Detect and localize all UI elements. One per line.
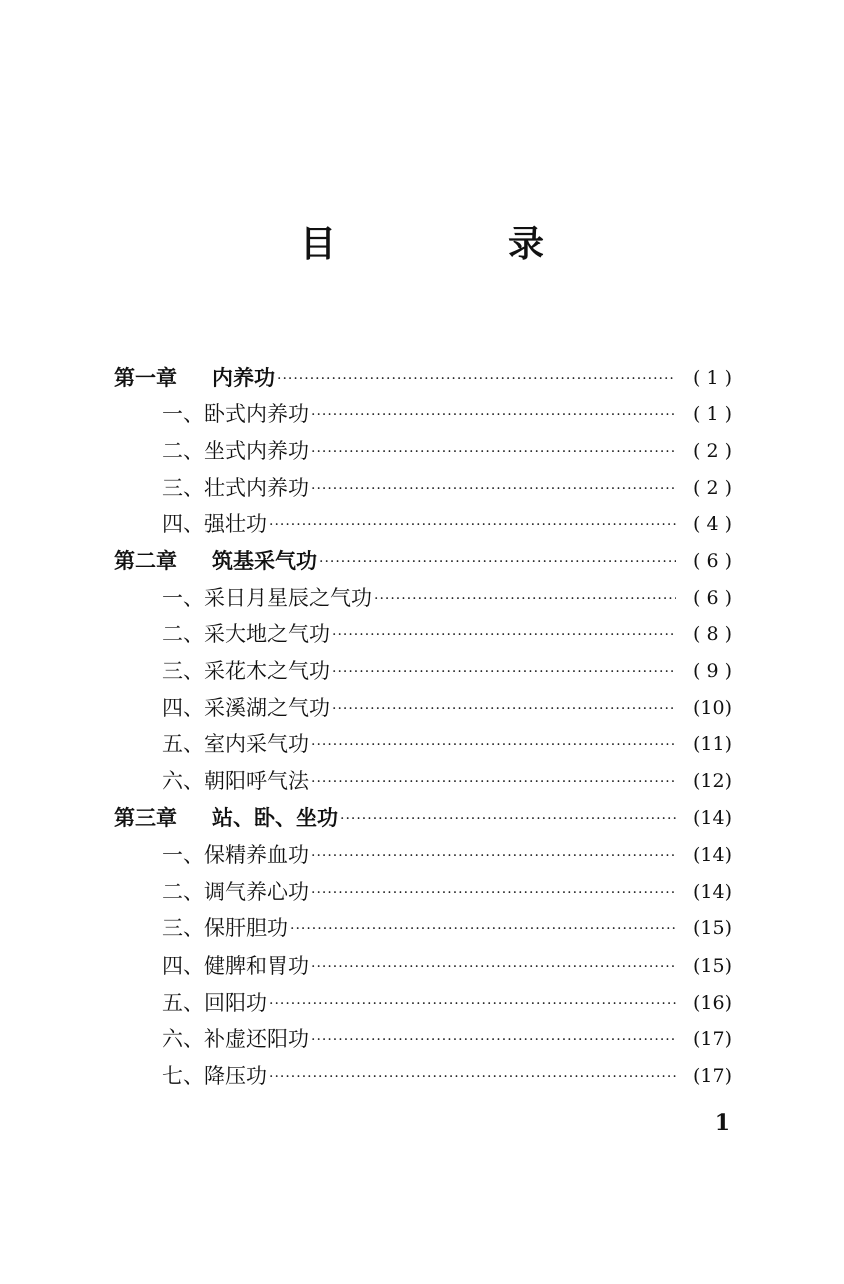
page-ref: (14) — [692, 807, 732, 829]
page-ref: ( 2 ) — [693, 440, 732, 462]
toc-chapter-2[interactable] — [114, 543, 732, 579]
dot-leader — [311, 837, 676, 873]
toc-section[interactable] — [162, 948, 732, 984]
dot-leader — [311, 1021, 676, 1057]
page-ref: ( 9 ) — [693, 660, 732, 682]
section-title: 三、采花木之气功 — [162, 659, 330, 683]
toc-section[interactable] — [162, 616, 732, 652]
page-ref: ( 8 ) — [693, 623, 732, 645]
toc-section[interactable] — [162, 763, 732, 799]
page-ref: (16) — [692, 992, 732, 1014]
section-title: 四、强壮功 — [162, 512, 267, 536]
page-ref: (14) — [692, 844, 732, 866]
dot-leader — [269, 506, 676, 542]
dot-leader — [332, 690, 676, 726]
section-title: 一、采日月星辰之气功 — [162, 586, 372, 610]
page-ref: ( 1 ) — [693, 367, 732, 389]
dot-leader — [311, 763, 676, 799]
section-title: 五、室内采气功 — [162, 732, 309, 756]
section-title: 三、壮式内养功 — [162, 476, 309, 500]
section-title: 二、坐式内养功 — [162, 439, 309, 463]
toc-section[interactable] — [162, 1021, 732, 1057]
section-title: 四、健脾和胃功 — [162, 954, 309, 978]
section-title: 一、卧式内养功 — [162, 402, 309, 426]
dot-leader — [269, 985, 676, 1021]
dot-leader — [311, 470, 676, 506]
toc-section[interactable] — [162, 470, 732, 506]
section-title: 一、保精养血功 — [162, 843, 309, 867]
toc-section[interactable] — [162, 1058, 732, 1094]
dot-leader — [319, 543, 676, 579]
section-title: 四、采溪湖之气功 — [162, 696, 330, 720]
page-ref: ( 1 ) — [693, 403, 732, 425]
page-number: 1 — [714, 1110, 730, 1136]
page-title: 目 录 — [299, 223, 612, 265]
page-ref: (11) — [692, 733, 732, 755]
chapter-number: 第二章 — [114, 548, 177, 573]
toc-chapter-1[interactable] — [114, 360, 732, 396]
chapter-title: 内养功 — [212, 365, 275, 390]
toc-section[interactable] — [162, 985, 732, 1021]
section-title: 二、调气养心功 — [162, 880, 309, 904]
toc-section[interactable] — [162, 396, 732, 432]
toc-chapter-3[interactable] — [114, 800, 732, 836]
dot-leader — [290, 910, 676, 946]
section-title: 二、采大地之气功 — [162, 622, 330, 646]
page-ref: ( 4 ) — [693, 513, 732, 535]
dot-leader — [311, 874, 676, 910]
page-ref: (12) — [692, 770, 732, 792]
toc-section[interactable] — [162, 910, 732, 946]
page-ref: ( 6 ) — [693, 587, 732, 609]
dot-leader — [311, 948, 676, 984]
dot-leader — [340, 800, 676, 836]
section-title: 六、补虚还阳功 — [162, 1027, 309, 1051]
toc-section[interactable] — [162, 580, 732, 616]
toc-section[interactable] — [162, 690, 732, 726]
toc-section[interactable] — [162, 837, 732, 873]
dot-leader — [311, 433, 676, 469]
section-title: 五、回阳功 — [162, 991, 267, 1015]
page-ref: (17) — [692, 1028, 732, 1050]
dot-leader — [311, 396, 676, 432]
toc-section[interactable] — [162, 433, 732, 469]
section-title: 六、朝阳呼气法 — [162, 769, 309, 793]
dot-leader — [277, 360, 676, 396]
dot-leader — [332, 653, 676, 689]
page-ref: (15) — [692, 955, 732, 977]
page-ref: (14) — [692, 881, 732, 903]
dot-leader — [374, 580, 676, 616]
dot-leader — [332, 616, 676, 652]
chapter-title: 筑基采气功 — [212, 548, 317, 573]
page-ref: (17) — [692, 1065, 732, 1087]
chapter-number: 第一章 — [114, 365, 177, 390]
page-ref: ( 6 ) — [693, 550, 732, 572]
toc-section[interactable] — [162, 653, 732, 689]
dot-leader — [311, 726, 676, 762]
page-ref: (15) — [692, 917, 732, 939]
section-title: 三、保肝胆功 — [162, 916, 288, 940]
chapter-title: 站、卧、坐功 — [212, 805, 338, 830]
section-title: 七、降压功 — [162, 1064, 267, 1088]
chapter-number: 第三章 — [114, 805, 177, 830]
dot-leader — [269, 1058, 676, 1094]
toc-section[interactable] — [162, 874, 732, 910]
page-ref: ( 2 ) — [693, 477, 732, 499]
toc-section[interactable] — [162, 506, 732, 542]
page-ref: (10) — [692, 697, 732, 719]
toc-section[interactable] — [162, 726, 732, 762]
